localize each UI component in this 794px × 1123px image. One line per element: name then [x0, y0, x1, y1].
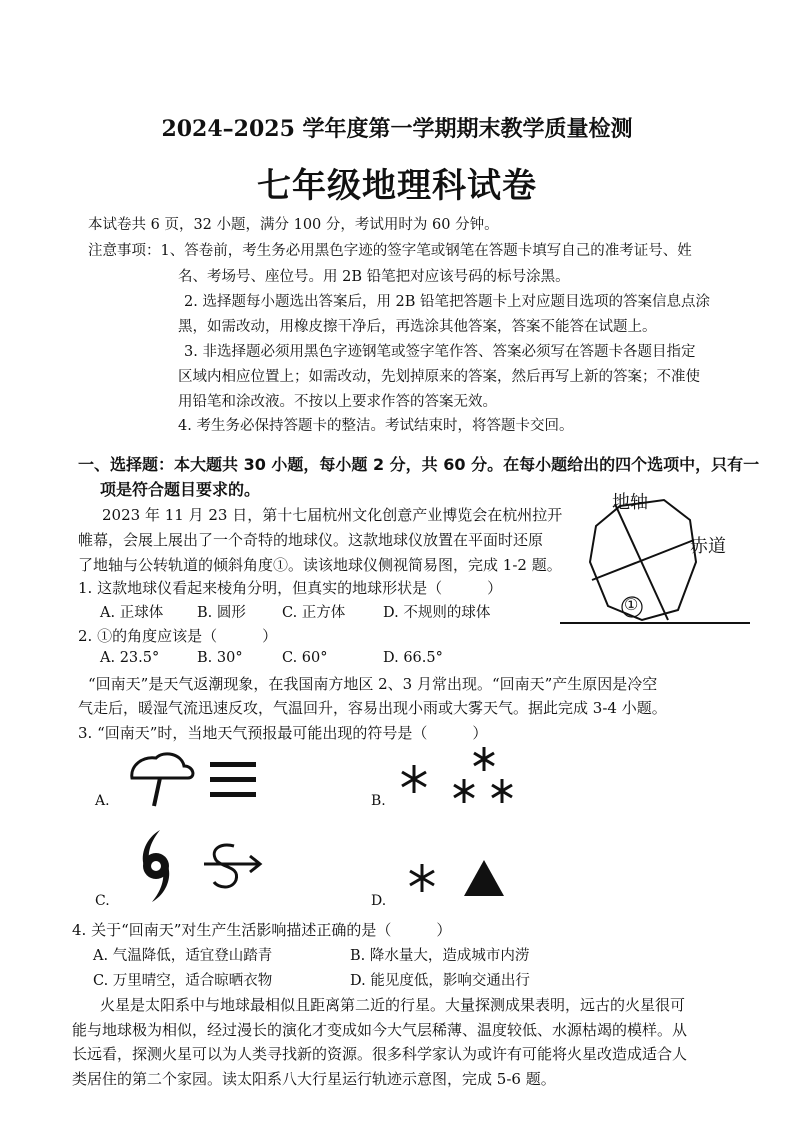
q1-option-a: A. 正球体 — [100, 605, 164, 621]
equator-label: 赤道 — [690, 536, 726, 557]
q2-option-d: D. 66.5° — [383, 650, 443, 666]
section-heading: 一、选择题：本大题共 30 小题，每小题 2 分，共 60 分。在每小题给出的四个选项中，只有一 — [78, 455, 760, 474]
note-line: 2. 选择题每小题选出答案后，用 2B 铅笔把答题卡上对应题目选项的答案信息点涂 — [184, 294, 711, 310]
q1-option-d: D. 不规则的球体 — [383, 605, 491, 621]
passage-line: 类居住的第二个家园。读太阳系八大行星运行轨迹示意图，完成 5-6 题。 — [72, 1070, 556, 1088]
q4-option-b: B. 降水量大，造成城市内涝 — [350, 948, 530, 964]
section-heading-cont: 项是符合题目要求的。 — [100, 480, 261, 499]
q1-option-c: C. 正方体 — [282, 605, 346, 621]
exam-subject-title: 七年级地理科试卷 — [257, 166, 537, 206]
passage-line: “回南天”是天气返潮现象，在我国南方地区 2、3 月常出现。“回南天”产生原因是冷空 — [88, 675, 658, 693]
hail-icon — [462, 858, 506, 898]
exam-intro: 本试卷共 6 页，32 小题，满分 100 分，考试用时为 60 分钟。 — [88, 217, 499, 233]
q3-option-c-label: C. — [95, 893, 110, 909]
heavy-snow-icon — [448, 745, 520, 807]
q1-option-b: B. 圆形 — [197, 605, 246, 621]
snow-icon — [398, 763, 430, 795]
light-rain-icon — [126, 752, 198, 812]
passage-line: 气走后，暖湿气流迅速反攻，气温回升，容易出现小雨或大雾天气。据此完成 3-4 小题。 — [78, 699, 667, 717]
q4-option-d: D. 能见度低，影响交通出行 — [350, 973, 530, 989]
passage-line: 帷幕，会展上展出了一个奇特的地球仪。这款地球仪放置在平面时还原 — [78, 531, 544, 549]
question-2-stem: 2. ①的角度应该是（ ） — [78, 627, 278, 645]
passage-line: 了地轴与公转轨道的倾斜角度①。读该地球仪侧视简易图，完成 1-2 题。 — [78, 556, 562, 574]
q3-option-d-label: D. — [371, 893, 387, 909]
question-1-stem: 1. 这款地球仪看起来棱角分明，但真实的地球形状是（ ） — [78, 579, 503, 597]
typhoon-icon — [136, 828, 176, 904]
note-line: 用铅笔和涂改液。不按以上要求作答的答案无效。 — [178, 394, 497, 410]
q3-option-a-label: A. — [95, 793, 110, 809]
q3-option-b-label: B. — [371, 793, 386, 809]
note-line: 黑，如需改动，用橡皮擦干净后，再选涂其他答案，答案不能答在试题上。 — [178, 319, 657, 335]
q2-option-c: C. 60° — [282, 650, 328, 666]
passage-line: 长远看，探测火星可以为人类寻找新的资源。很多科学家认为或许有可能将火星改造成适合人 — [72, 1045, 688, 1063]
fog-icon — [208, 760, 258, 800]
exam-header-title: 2024–2025 学年度第一学期期末教学质量检测 — [161, 116, 633, 142]
axis-label: 地轴 — [612, 492, 648, 513]
passage-line: 能与地球极为相似，经过漫长的演化才变成如今大气层稀薄、温度较低、水源枯竭的模样。从 — [72, 1021, 688, 1039]
globe-side-view-diagram — [560, 482, 760, 632]
note-line: 4. 考生务必保持答题卡的整洁。考试结束时，将答题卡交回。 — [178, 418, 574, 434]
q4-option-c: C. 万里晴空，适合晾晒衣物 — [93, 973, 273, 989]
question-3-stem: 3. “回南天”时，当地天气预报最可能出现的符号是（ ） — [78, 724, 488, 742]
wind-icon — [200, 840, 266, 896]
q4-option-a: A. 气温降低，适宜登山踏青 — [93, 948, 273, 964]
note-line: 名、考场号、座位号。用 2B 铅笔把对应该号码的标号涂黑。 — [178, 269, 570, 285]
snow-icon — [406, 862, 438, 894]
note-line: 注意事项：1、答卷前，考生务必用黑色字迹的签字笔或钢笔在答题卡填写自己的准考证号、姓 — [88, 243, 692, 259]
angle-label: ① — [624, 595, 639, 614]
note-line: 3. 非选择题必须用黑色字迹钢笔或签字笔作答、答案必须写在答题卡各题目指定 — [184, 344, 696, 360]
passage-line: 火星是太阳系中与地球最相似且距离第二近的行星。大量探测成果表明，远古的火星很可 — [100, 996, 686, 1014]
q2-option-a: A. 23.5° — [100, 650, 160, 666]
q2-option-b: B. 30° — [197, 650, 243, 666]
question-4-stem: 4. 关于“回南天”对生产生活影响描述正确的是（ ） — [72, 921, 452, 939]
passage-line: 2023 年 11 月 23 日，第十七届杭州文化创意产业博览会在杭州拉开 — [102, 506, 563, 524]
note-line: 区域内相应位置上；如需改动，先划掉原来的答案，然后再写上新的答案；不准使 — [178, 369, 700, 385]
